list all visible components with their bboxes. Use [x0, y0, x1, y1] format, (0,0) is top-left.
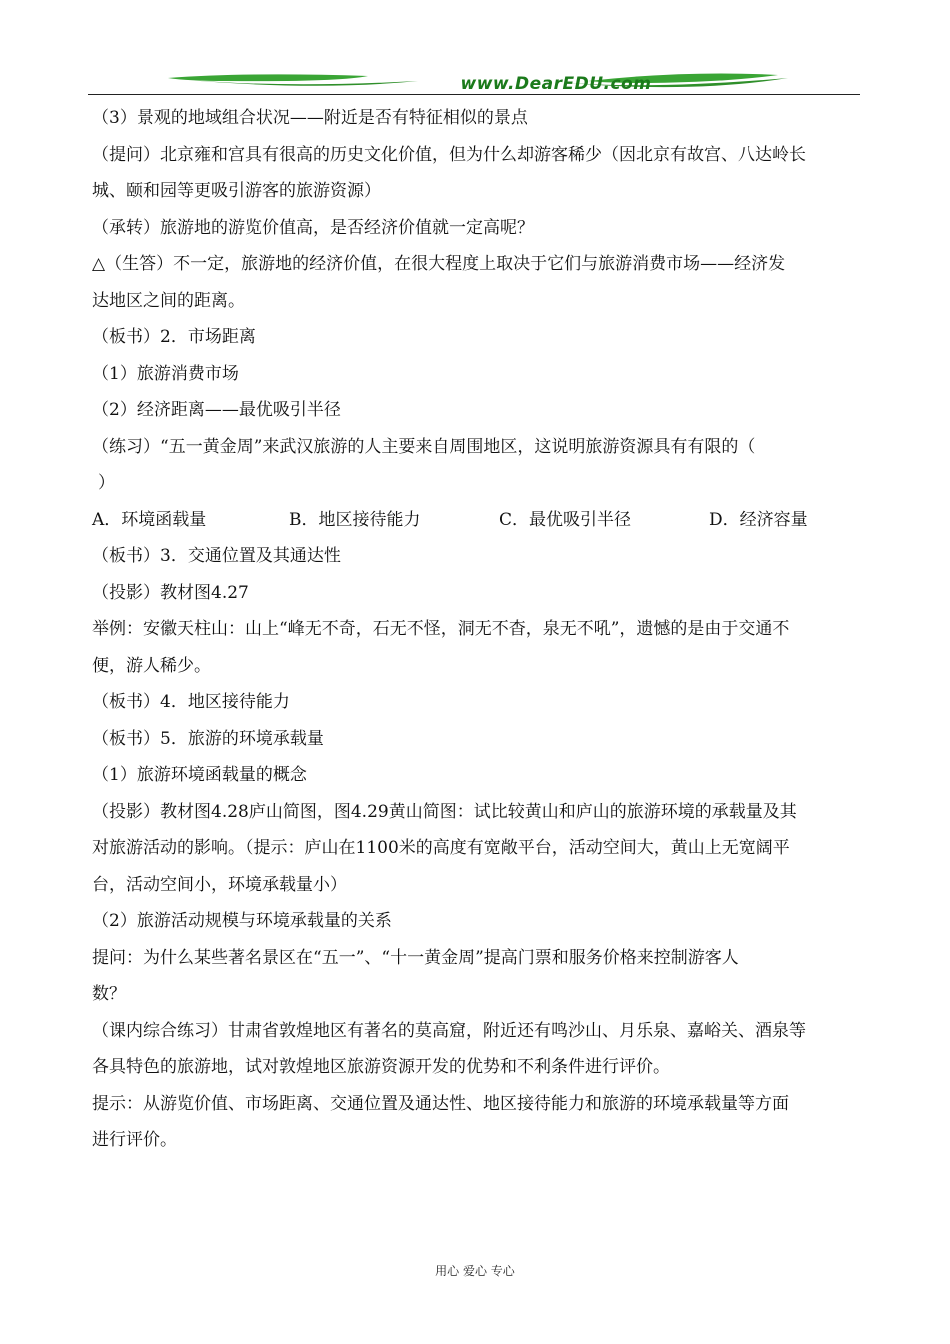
text-line: （1）旅游消费市场 [92, 363, 239, 384]
option-c: C．最优吸引半径 [499, 509, 632, 530]
text-line: ） [98, 473, 115, 493]
text-line: （提问）北京雍和宫具有很高的历史文化价值，但为什么却游客稀少（因北京有故宫、八达岭长 [92, 144, 806, 165]
text-line: 提示：从游览价值、市场距离、交通位置及通达性、地区接待能力和旅游的环境承载量等方面 [92, 1093, 789, 1114]
text-line: （投影）教材图4.28庐山简图，图4.29黄山简图：试比较黄山和庐山的旅游环境的承载量及其 [92, 801, 797, 822]
text-line: （1）旅游环境函载量的概念 [92, 765, 307, 785]
document-body [92, 100, 862, 1159]
text-line: （课内综合练习）甘肃省敦煌地区有著名的莫高窟，附近还有鸣沙山、月乐泉、嘉峪关、酒泉等 [92, 1020, 806, 1041]
text-line: 提问：为什么某些著名景区在“五一”、“十一黄金周”提高门票和服务价格来控制游客人 [92, 947, 739, 968]
text-line: （2）旅游活动规模与环境承载量的关系 [92, 911, 392, 931]
option-a: A．环境函载量 [92, 509, 207, 530]
header-logo-text: www.DearEDU.com [460, 74, 652, 94]
text-line: （2）经济距离——最优吸引半径 [92, 400, 341, 420]
text-line: 对旅游活动的影响。（提示：庐山在1100米的高度有宽敞平台，活动空间大，黄山上无宽阔平 [92, 838, 790, 858]
text-line: 达地区之间的距离。 [92, 290, 245, 311]
text-line: （板书）2．市场距离 [92, 327, 256, 347]
page-footer: 用心 爱心 专心 [435, 1264, 515, 1278]
text-line: （投影）教材图4.27 [92, 582, 249, 603]
option-d: D．经济容量 [709, 509, 808, 530]
answer-options [92, 502, 862, 539]
text-line: （板书）4．地区接待能力 [92, 692, 290, 712]
page-header [88, 66, 860, 96]
text-line: △（生答）不一定，旅游地的经济价值，在很大程度上取决于它们与旅游消费市场——经济发 [92, 254, 786, 274]
text-line: 各具特色的旅游地，试对敦煌地区旅游资源开发的优势和不利条件进行评价。 [92, 1057, 670, 1077]
text-line: （板书）5．旅游的环境承载量 [92, 728, 324, 749]
text-line: 城、颐和园等更吸引游客的旅游资源） [92, 181, 381, 201]
text-line: （3）景观的地域组合状况——附近是否有特征相似的景点 [92, 108, 528, 128]
text-line: 台，活动空间小，环境承载量小） [92, 874, 347, 895]
text-line: （板书）3．交通位置及其通达性 [92, 546, 341, 566]
text-line: 数？ [92, 984, 126, 1004]
header-rule [88, 94, 860, 95]
text-line: （承转）旅游地的游览价值高，是否经济价值就一定高呢？ [92, 217, 534, 238]
text-line: 便，游人稀少。 [92, 655, 211, 676]
option-b: B．地区接待能力 [289, 509, 421, 530]
text-line: 举例：安徽天柱山：山上“峰无不奇，石无不怪，洞无不杳，泉无不吼”，遗憾的是由于交通不 [92, 619, 790, 639]
text-line: 进行评价。 [92, 1130, 177, 1150]
text-line: （练习）“五一黄金周”来武汉旅游的人主要来自周围地区，这说明旅游资源具有有限的（ [92, 436, 756, 457]
